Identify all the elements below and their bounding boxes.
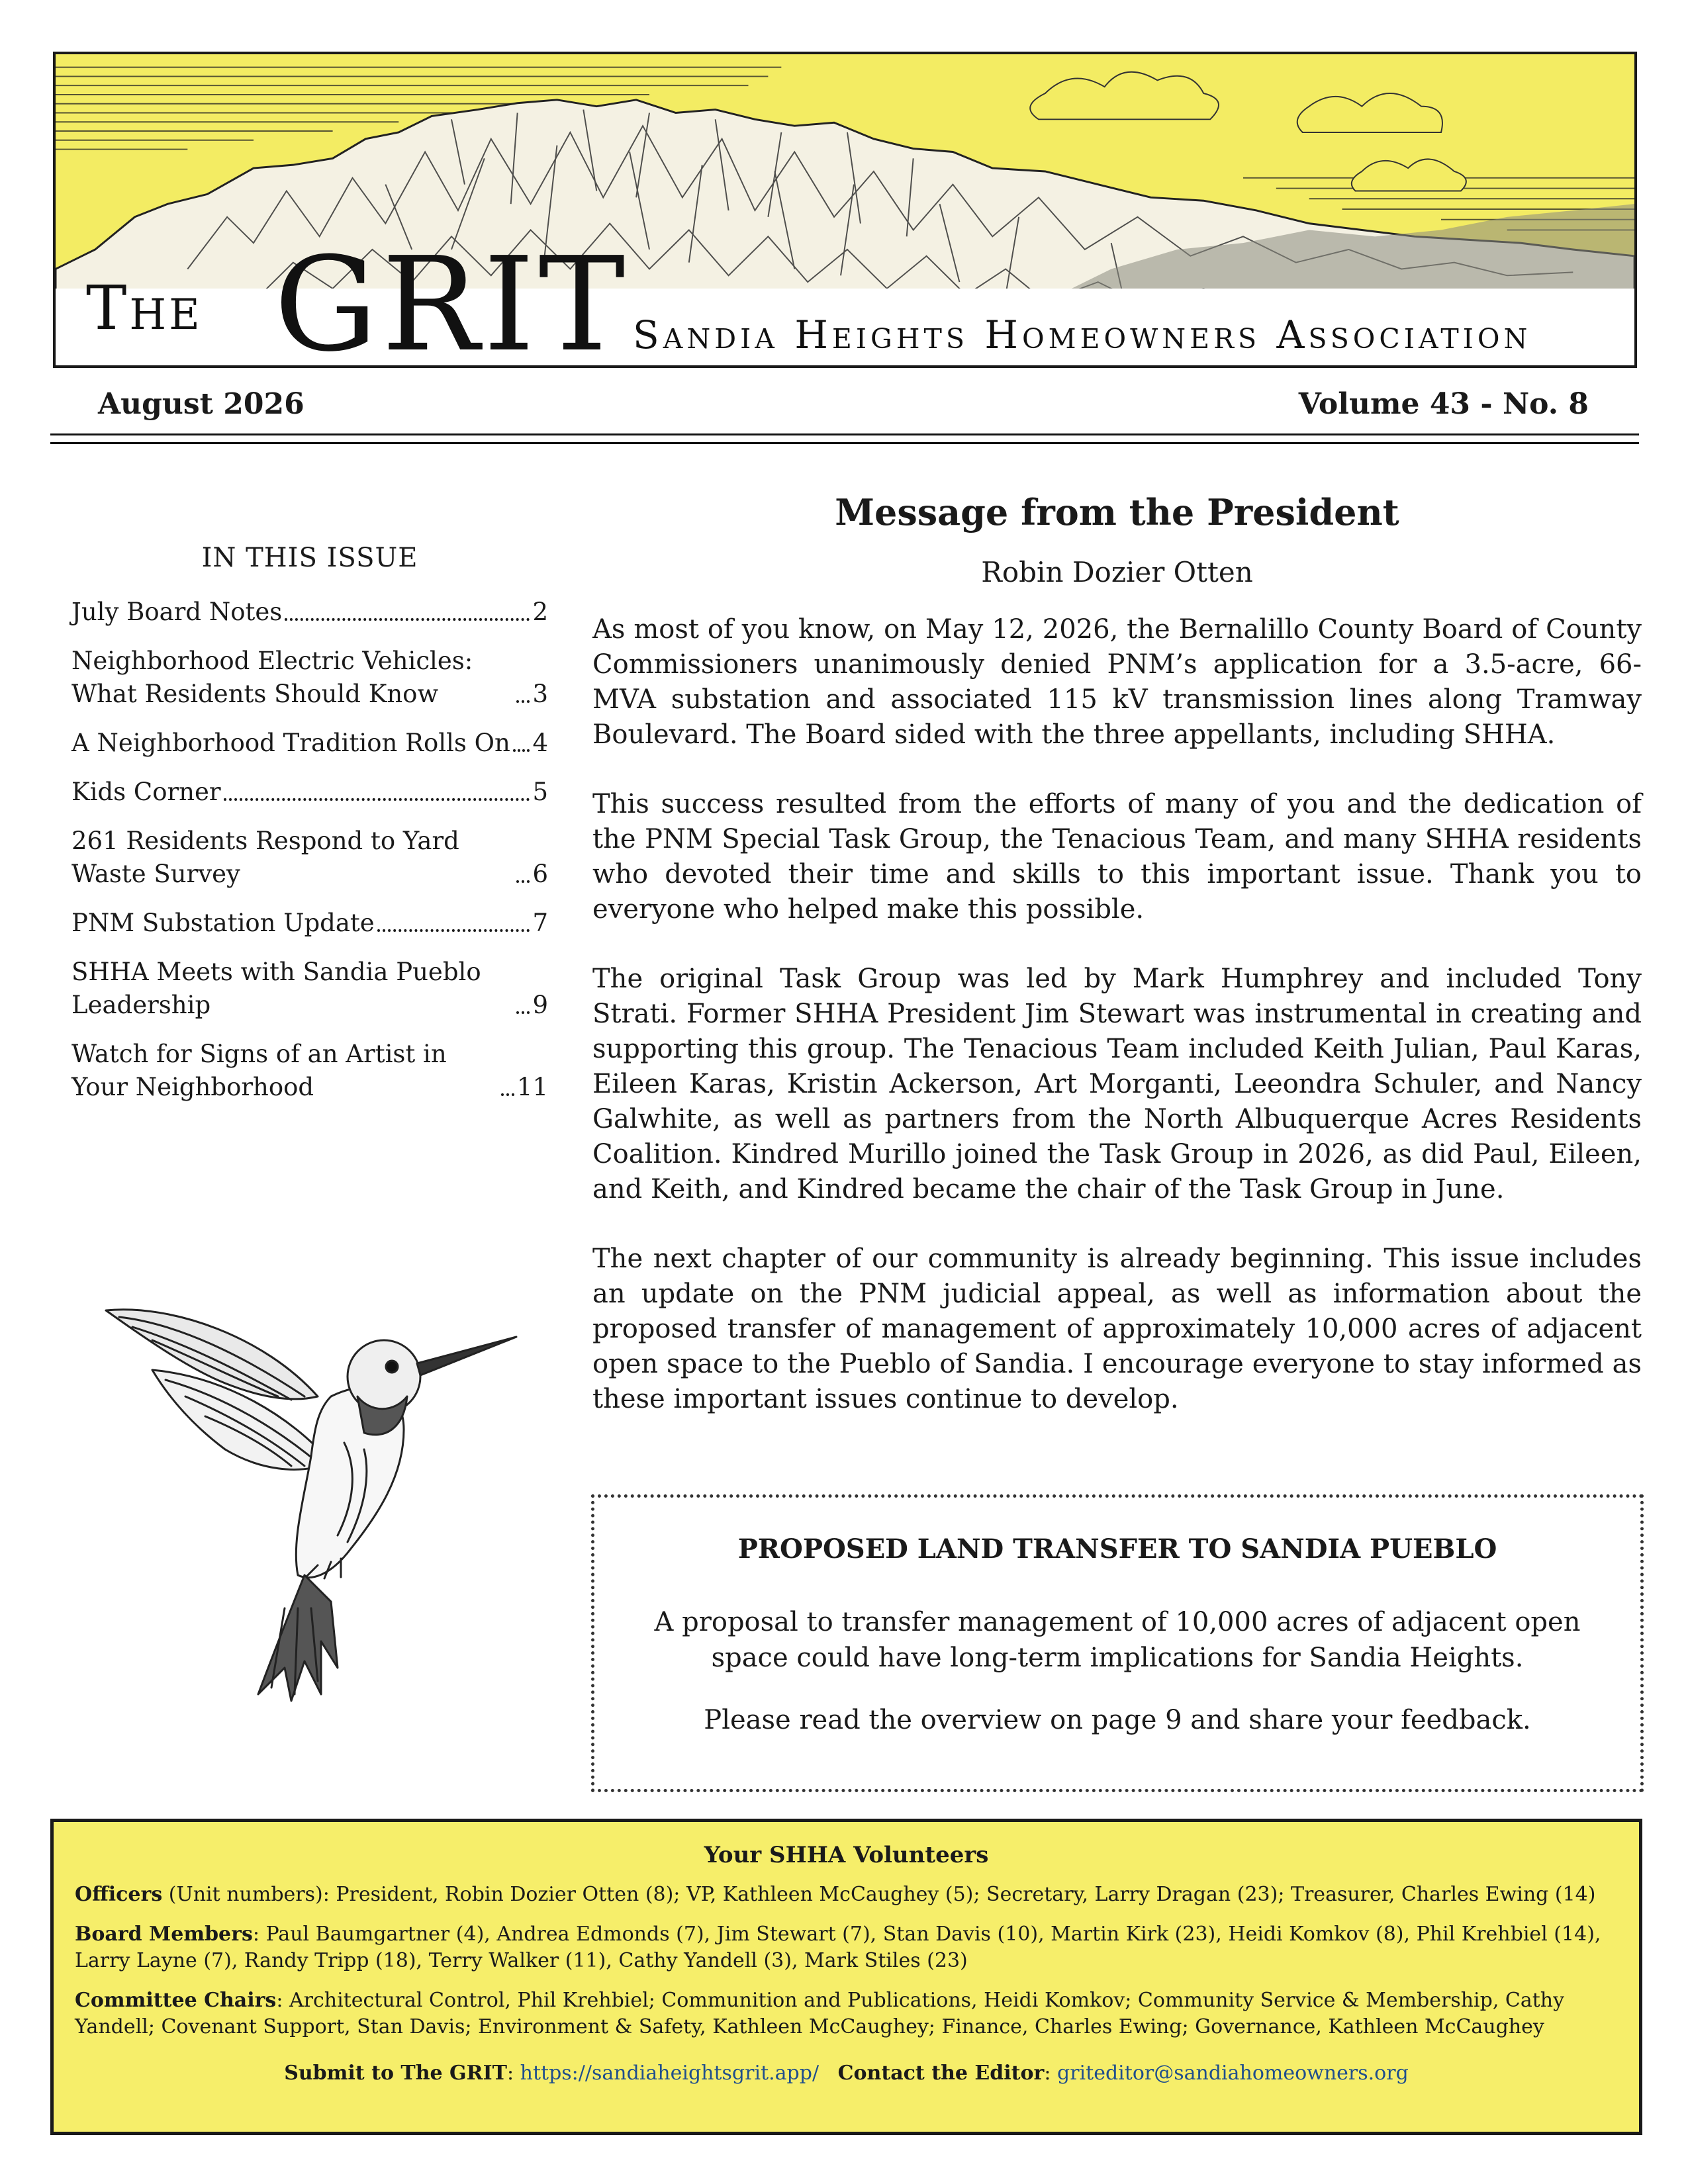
toc-leader-dots [516,700,530,703]
toc-item[interactable] [71,776,548,809]
toc-item-title: Neighborhood Electric Vehicles: What Residents Should Know [71,647,473,708]
toc-item-title: July Board Notes [71,598,283,626]
toc-item-title: A Neighborhood Tradition Rolls On [71,729,510,757]
toc-item-title: Kids Corner [71,778,221,806]
toc-item-page: 5 [532,778,548,806]
editor-email-link[interactable]: griteditor@sandiahomeowners.org [1057,2062,1409,2085]
officers-text: (Unit numbers): President, Robin Dozier Otten (8); VP, Kathleen McCaughey (5); Secretary, Larry Dragan (23); Treasurer, Charles Ewing (14) [162,1883,1596,1906]
board-members-label: Board Members [75,1923,253,1946]
submit-label: Submit to The GRIT [284,2062,507,2085]
article-paragraph: As most of you know, on May 12, 2026, the Bernalillo County Board of County Commissioners unanimously denied PNM’s application for a 3.5-acre, 66-MVA substation and associated 115 kV transmission lines along Tramway Boulevard. The Board sided with the three appellants, including SHHA. [592,614,1642,750]
hummingbird-illustration [93,1297,530,1707]
toc-item-page: 7 [532,909,548,937]
table-of-contents [71,543,548,1120]
masthead-banner [53,52,1637,368]
land-transfer-callout [591,1494,1644,1792]
issue-date: August 2026 [98,387,305,421]
submit-link[interactable]: https://sandiaheightsgrit.app/ [520,2062,820,2085]
submit-separator: : [506,2062,514,2085]
toc-item-page: 4 [532,729,548,757]
officers-list [75,1882,1618,1908]
toc-item[interactable] [71,825,548,891]
article-paragraph: The next chapter of our community is already beginning. This issue includes an update on the PNM judicial appeal, as well as information about the proposed transfer of management of approximately 10,000 acres of adjacent open space to the Pueblo of Sandia. I encourage everyone to stay informed as these important issues continue to develop. [592,1244,1642,1414]
volunteers-title: Your SHHA Volunteers [704,1842,989,1868]
toc-item-page: 11 [516,1073,548,1101]
committee-chairs-label: Committee Chairs [75,1989,277,2012]
toc-item[interactable] [71,1038,548,1104]
toc-item-title: Watch for Signs of an Artist in Your Neighborhood [71,1040,447,1101]
committee-chairs-list [75,1987,1618,2040]
toc-item-page: 2 [532,598,548,626]
header-rule [50,442,1639,444]
toc-item[interactable] [71,596,548,629]
submission-line [75,2062,1618,2085]
toc-item-title: SHHA Meets with Sandia Pueblo Leadership [71,958,481,1019]
toc-leader-dots [224,798,530,801]
toc-leader-dots [516,1011,530,1014]
toc-leader-dots [285,618,530,621]
toc-item-page: 9 [532,991,548,1019]
land-transfer-title: PROPOSED LAND TRANSFER TO SANDIA PUEBLO [737,1533,1497,1565]
land-transfer-body: A proposal to transfer management of 10,000 acres of adjacent open space could have long-term implications for Sandia Heights. [654,1607,1581,1673]
president-message-article [592,491,1642,1451]
toc-leader-dots [377,929,530,932]
contact-separator: : [1044,2062,1051,2085]
land-transfer-cta: Please read the overview on page 9 and share your feedback. [704,1705,1531,1735]
volunteers-box [50,1819,1642,2135]
toc-heading: IN THIS ISSUE [201,543,418,573]
masthead-title-the: The [86,273,203,343]
masthead-title-grit: GRIT [274,230,630,368]
officers-label: Officers [75,1883,163,1906]
toc-leader-dots [516,880,530,883]
header-rule [50,433,1639,435]
toc-item[interactable] [71,645,548,711]
contact-label: Contact the Editor [837,2062,1045,2085]
toc-item[interactable] [71,727,548,760]
toc-item[interactable] [71,907,548,940]
toc-item-title: 261 Residents Respond to Yard Waste Survey [71,827,459,888]
masthead-association-name: Sandia Heights Homeowners Association [633,312,1532,357]
committee-chairs-text: : Architectural Control, Phil Krehbiel; Communition and Publications, Heidi Komkov; Community Service & Membership, Cathy Yandell; Covenant Support, Stan Davis; Environment & Safety, Kathleen McCaughey; Finance, Charles Ewing; Governance, Kathleen McCaughey [75,1989,1565,2038]
toc-item-title: PNM Substation Update [71,909,375,937]
article-title: Message from the President [835,491,1399,533]
board-members-list [75,1921,1618,1974]
toc-item-page: 3 [532,680,548,708]
article-paragraph: This success resulted from the efforts of many of you and the dedication of the PNM Special Task Group, the Tenacious Team, and many SHHA residents who devoted their time and skills to this important issue. Thank you to everyone who helped make this possible. [592,789,1642,925]
toc-item-page: 6 [532,860,548,888]
article-author: Robin Dozier Otten [981,556,1253,588]
article-paragraph: The original Task Group was led by Mark Humphrey and included Tony Strati. Former SHHA President Jim Stewart was instrumental in creating and supporting this group. The Tenacious Team included Keith Julian, Paul Karas, Eileen Karas, Kristin Ackerson, Art Morganti, Leeondra Schuler, and Nancy Galwhite, as well as partners from the North Albuquerque Acres Residents Coalition. Kindred Murillo joined the Task Group in 2026, as did Paul, Eileen, and Keith, and Kindred became the chair of the Task Group in June. [592,964,1642,1205]
board-members-text: : Paul Baumgartner (4), Andrea Edmonds (7), Jim Stewart (7), Stan Davis (10), Martin Kirk (23), Heidi Komkov (8), Phil Krehbiel (14), Larry Layne (7), Randy Tripp (18), Terry Walker (11), Cathy Yandell (3), Mark Stiles (23) [75,1923,1601,1972]
toc-leader-dots [513,749,530,752]
toc-leader-dots [501,1093,514,1096]
toc-item[interactable] [71,956,548,1022]
issue-volume: Volume 43 - No. 8 [1298,387,1589,421]
